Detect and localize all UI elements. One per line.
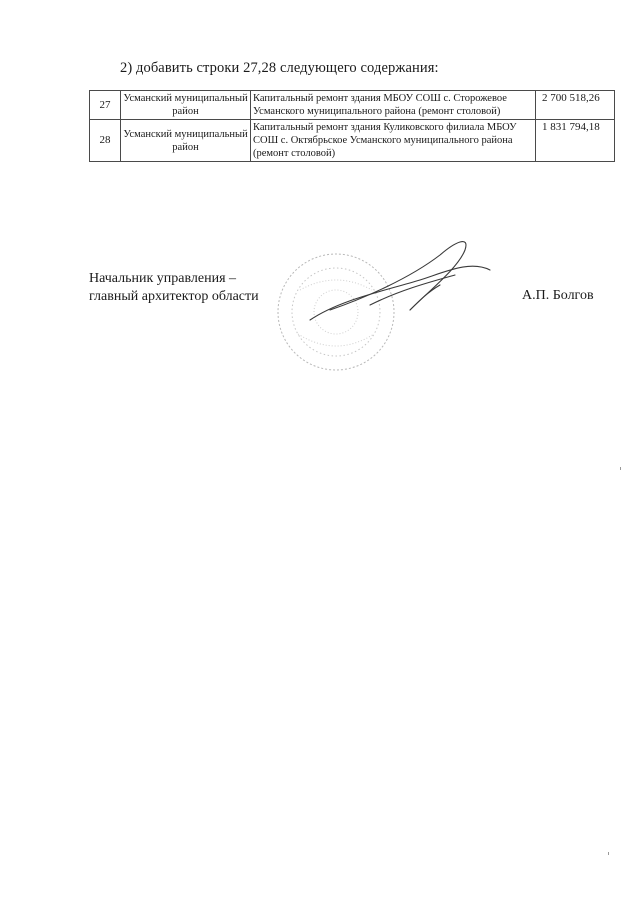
- row-district: Усманский муниципальный район: [121, 120, 251, 162]
- official-stamp: [278, 254, 394, 370]
- signatory-position-line1: Начальник управления –: [89, 271, 237, 286]
- row-number: 27: [90, 91, 121, 120]
- row-work-description: Капитальный ремонт здания МБОУ СОШ с. Сторожевое Усманского муниципального района (ремонт столовой): [251, 91, 536, 120]
- row-amount: 1 831 794,18: [536, 120, 615, 162]
- signatory-position: [89, 270, 259, 306]
- added-rows-table: [89, 90, 615, 162]
- scan-mark: [620, 467, 621, 470]
- intro-text: 2) добавить строки 27,28 следующего содержания:: [120, 60, 439, 76]
- table-row: [90, 91, 615, 120]
- row-work-description: Капитальный ремонт здания Куликовского филиала МБОУ СОШ с. Октябрьское Усманского муниципального района (ремонт столовой): [251, 120, 536, 162]
- row-district: Усманский муниципальный район: [121, 91, 251, 120]
- signatory-name: А.П. Болгов: [522, 288, 594, 303]
- row-number: 28: [90, 120, 121, 162]
- signatory-position-line2: главный архитектор области: [89, 289, 259, 304]
- scan-mark: [608, 852, 609, 855]
- table-row: [90, 120, 615, 162]
- stamp-and-signature: [270, 230, 510, 390]
- row-amount: 2 700 518,26: [536, 91, 615, 120]
- handwritten-signature: [310, 242, 490, 320]
